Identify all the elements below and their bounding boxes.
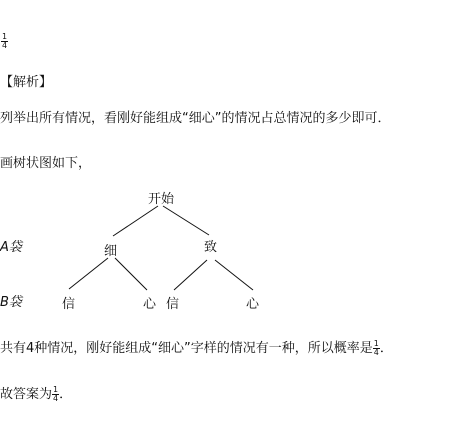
- final-answer-denominator: 4: [53, 394, 59, 403]
- conclusion-denominator: 4: [373, 348, 379, 357]
- answer-denominator: 4: [2, 41, 8, 50]
- bag-a-label: A袋: [0, 240, 22, 255]
- tree-root: 开始: [148, 192, 175, 207]
- tree-leaf-1: 信: [62, 297, 76, 312]
- tree-node-zhi: 致: [204, 240, 218, 255]
- final-answer-text: 故答案为: [0, 387, 53, 402]
- bag-b-label: B袋: [0, 295, 22, 310]
- answer-numerator: 1: [2, 32, 8, 41]
- conclusion-line: [0, 337, 393, 357]
- tree-leaf-2: 心: [143, 297, 157, 312]
- explanation-line-2: 画树状图如下，: [0, 156, 92, 171]
- final-answer-numerator: 1: [53, 385, 59, 394]
- tree-leaf-3: 信: [166, 297, 180, 312]
- section-title: 【解析】: [0, 75, 53, 90]
- final-answer-line: [0, 383, 72, 403]
- tree-node-xi: 细: [104, 244, 118, 259]
- conclusion-text: 共有4种情况，刚好能组成“细心”字样的情况有一种，所以概率是: [0, 341, 373, 356]
- final-answer-end: ．: [59, 387, 73, 402]
- tree-leaf-4: 心: [246, 297, 260, 312]
- conclusion-numerator: 1: [373, 339, 379, 348]
- conclusion-end: ．: [379, 341, 393, 356]
- explanation-line-1: 列举出所有情况，看刚好能组成“细心”的情况占总情况的多少即可．: [0, 111, 391, 126]
